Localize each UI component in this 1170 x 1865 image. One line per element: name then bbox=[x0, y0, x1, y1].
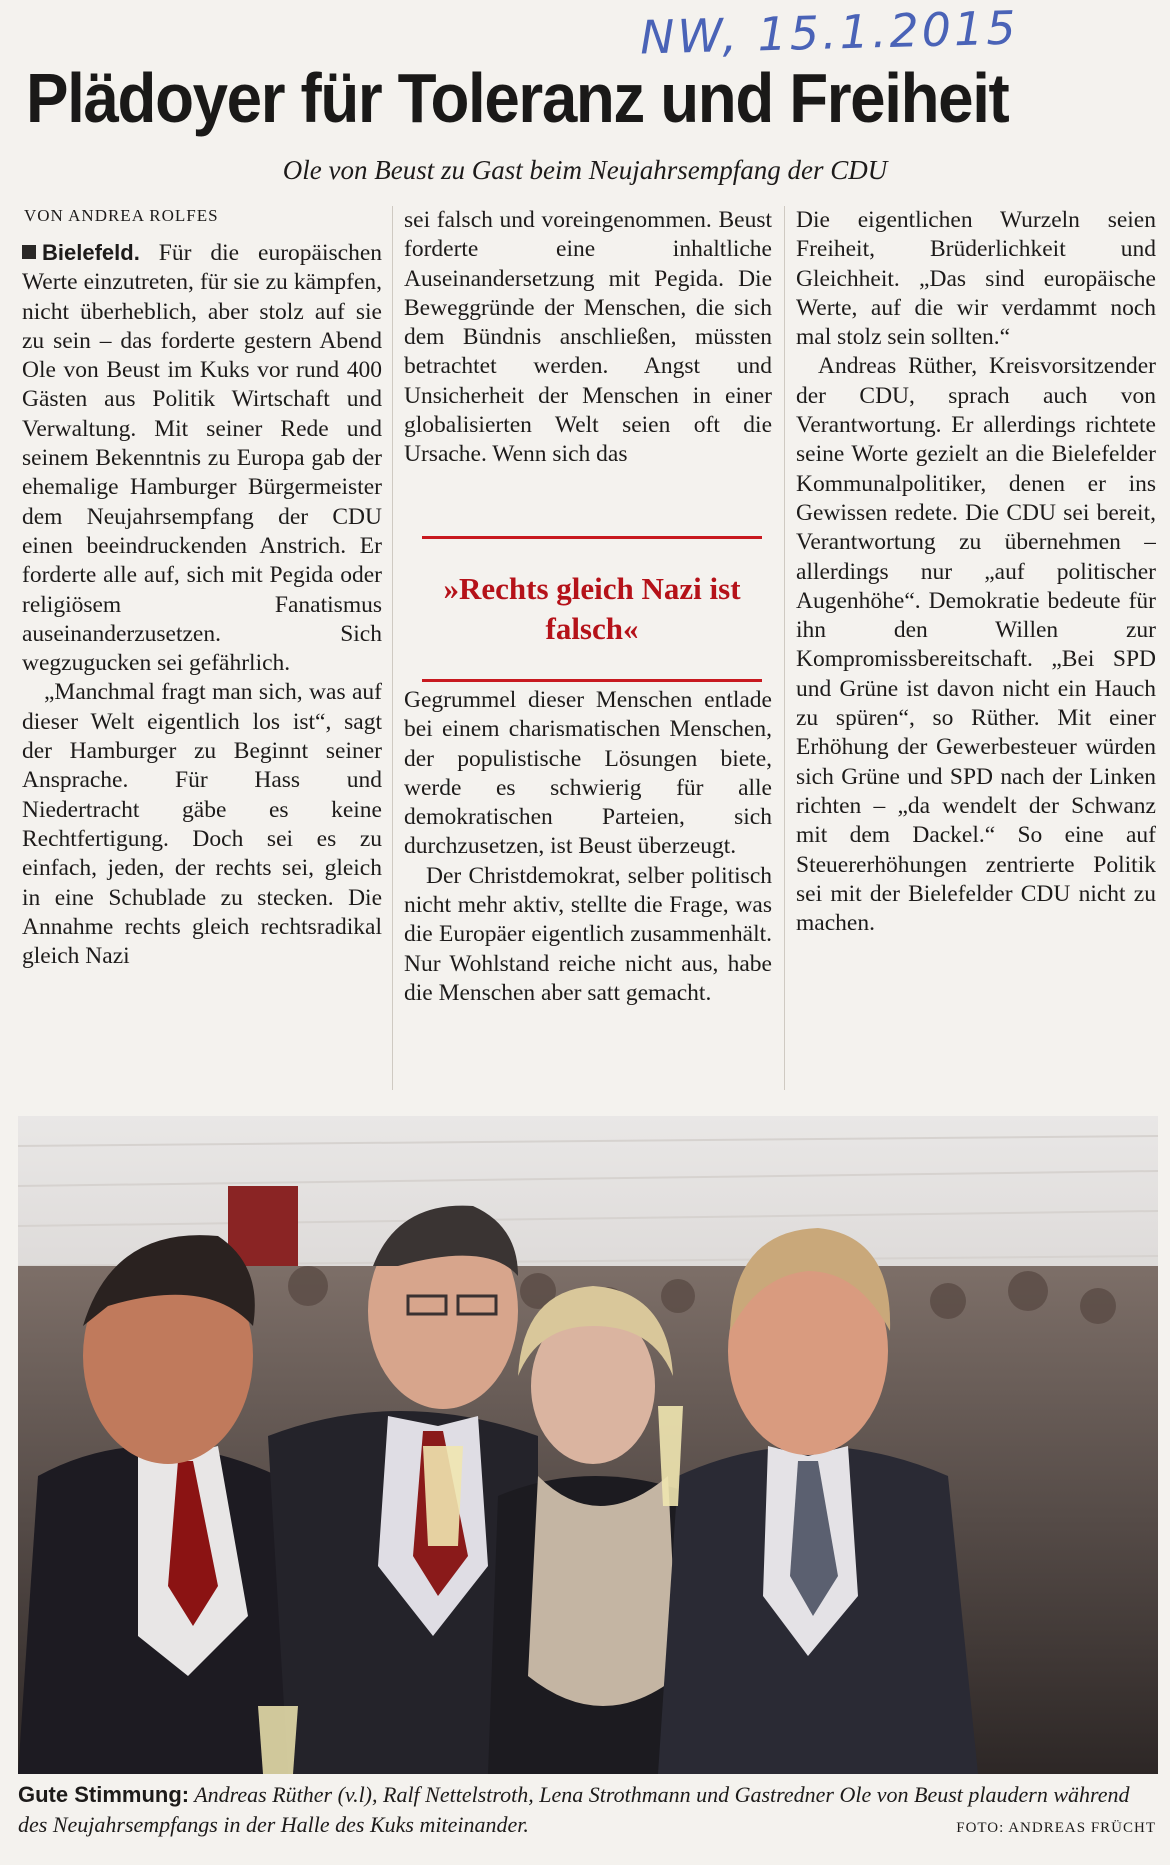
pull-quote bbox=[422, 536, 762, 682]
column-divider bbox=[784, 206, 785, 1090]
article-byline: VON ANDREA ROLFES bbox=[24, 206, 219, 225]
event-photo bbox=[18, 1116, 1158, 1774]
champagne-glass bbox=[258, 1706, 298, 1774]
caption-lead: Gute Stimmung: bbox=[18, 1782, 190, 1807]
column-1-paragraph-1 bbox=[22, 238, 382, 678]
column-1-text-1: Für die europäischen Werte einzutreten, für sie zu kämpfen, nicht überheblich, aber stolz auf sie zu sein – das forderte gestern Abend Ole von Beust im Kuks vor rund 400 Gästen aus Politik Wirtschaft und Verwaltung. Mit seiner Rede und seinem Bekenntnis zu Europa gab der ehemalige Hamburger Bürgermeister dem Neujahrsempfang der CDU einen beeindruckenden Anstrich. Er forderte alle auf, sich mit Pegida oder religiösem Fanatismus auseinanderzusetzen. Sich wegzugucken sei gefährlich. bbox=[22, 240, 382, 677]
article-subheadline: Ole von Beust zu Gast beim Neujahrsempfang der CDU bbox=[282, 155, 888, 185]
column-2-paragraph-1: sei falsch und voreingenommen. Beust forderte eine inhaltliche Auseinandersetzung mit Pegida. Die Beweggründe der Menschen, die sich dem Bündnis anschließen, müssten betrachtet werden. Angst und Unsicherheit der Menschen in einer globalisierten Welt seien oft die Ursache. Wenn sich das bbox=[404, 207, 772, 468]
article-headline: Plädoyer für Toleranz und Freiheit bbox=[26, 59, 1009, 137]
column-1-paragraph-2: „Manchmal fragt man sich, was auf dieser Welt eigentlich los ist“, sagt der Hamburger zu Beginnt seiner Ansprache. Für Hass und Niedertracht gäbe es keine Rechtfertigung. Doch sei es zu einfach, jeden, der rechts sei, gleich in eine Schublade zu stecken. Die Annahme rechts gleich rechtsradikal gleich Nazi bbox=[22, 679, 382, 970]
article-column-3 bbox=[796, 206, 1156, 1094]
column-2-paragraph-2: Gegrummel dieser Menschen entlade bei einem charismatischen Menschen, der populistische Lösungen biete, werde es schwierig für alle demokratischen Parteien, sich durchzusetzen, ist Beust überzeugt. bbox=[404, 687, 772, 860]
champagne-glass bbox=[423, 1446, 463, 1546]
article-column-2-top bbox=[404, 206, 772, 530]
photo-credit: FOTO: ANDREAS FRÜCHT bbox=[956, 1820, 1156, 1836]
article-column-1 bbox=[22, 238, 382, 1094]
article-column-2-bottom bbox=[404, 686, 772, 1094]
pull-quote-text: »Rechts gleich Nazi ist falsch« bbox=[443, 571, 741, 646]
column-3-paragraph-1: Die eigentlichen Wurzeln seien Freiheit, Brüderlichkeit und Gleichheit. „Das sind europäische Werte, auf die wir verdammt noch mal stolz sein sollten.“ bbox=[796, 207, 1156, 351]
handwritten-date-note: NW, 15.1.2015 bbox=[639, 0, 1020, 65]
event-photo-illustration bbox=[18, 1116, 1158, 1774]
square-bullet-icon bbox=[22, 245, 36, 259]
caption-text: Andreas Rüther (v.l), Ralf Nettelstroth, Lena Strothmann und Gastredner Ole von Beust plaudern während des Neujahrsempfangs in der Halle des Kuks miteinander. bbox=[18, 1782, 1130, 1837]
dateline: Bielefeld. bbox=[42, 240, 140, 265]
column-3-paragraph-2: Andreas Rüther, Kreisvorsitzender der CDU, sprach auch von Verantwortung. Er allerdings richtete seine Worte gezielt an die Bielefelder Kommunalpolitiker, denen er ins Gewissen redete. Die CDU sei bereit, Verantwortung zu übernehmen – allerdings nur „auf politischer Augenhöhe“. Demokratie bedeute für ihn den Willen zur Kompromissbereitschaft. „Bei SPD und Grüne ist davon nicht ein Hauch zu spüren“, so Rüther. Mit einer Erhöhung der Gewerbesteuer würden sich Grüne und SPD nach der Linken richten – „da wendelt der Schwanz mit dem Dackel.“ So eine auf Steuererhöhungen zentrierte Politik sei mit der Bielefelder CDU nicht zu machen. bbox=[796, 353, 1156, 937]
column-2-paragraph-3: Der Christdemokrat, selber politisch nicht mehr aktiv, stellte die Frage, was die Europäer eigentlich zusammenhält. Nur Wohlstand reiche nicht aus, habe die Menschen aber satt gemacht. bbox=[404, 862, 772, 1006]
column-divider bbox=[392, 206, 393, 1090]
